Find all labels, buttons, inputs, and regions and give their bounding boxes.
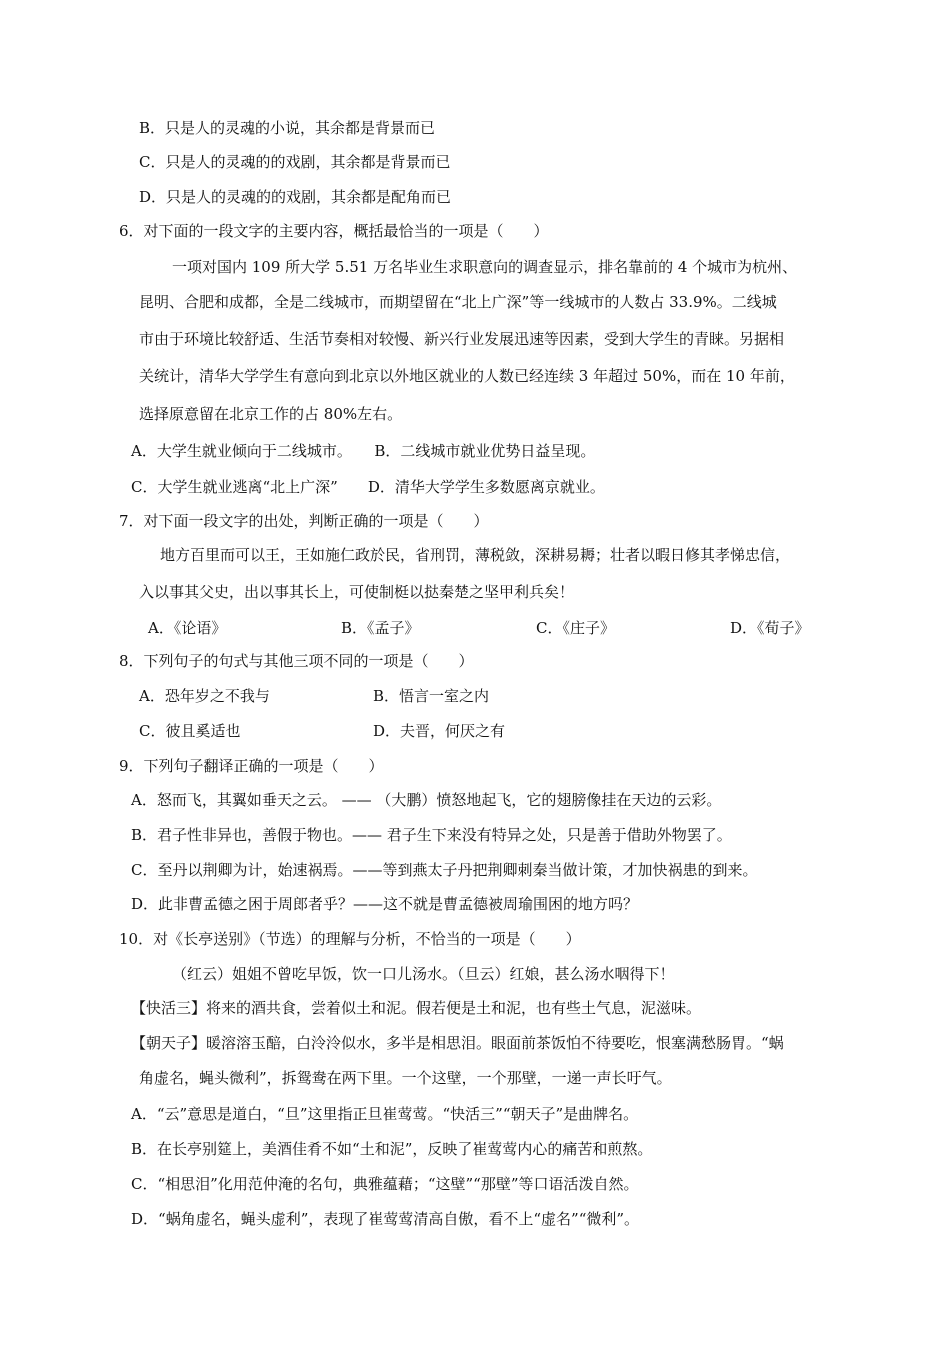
q9-option-a: A．怒而飞，其翼如垂天之云。 —— （大鹏）愤怒地起飞，它的翅膀像挂在天边的云彩。 — [131, 791, 722, 809]
q10-passage-line: 【朝天子】暖溶溶玉醅，白泠泠似水，多半是相思泪。眼面前茶饭怕不待要吃，恨塞满愁肠胃。“蜗 — [131, 1034, 784, 1052]
q8-option-c: C．彼且奚适也 — [139, 722, 241, 740]
q6-passage-line: 昆明、合肥和成都，全是二线城市，而期望留在“北上广深”等一线城市的人数占 33.9%。二线城 — [139, 293, 777, 311]
q5-option-b: B．只是人的灵魂的小说，其余都是背景而已 — [139, 119, 436, 137]
q6-stem: 6．对下面的一段文字的主要内容，概括最恰当的一项是（ ） — [119, 222, 549, 240]
q9-option-b: B．君子性非异也，善假于物也。—— 君子生下来没有特异之处，只是善于借助外物罢了。 — [131, 826, 732, 844]
q10-stem: 10．对《长亭送别》（节选）的理解与分析，不恰当的一项是（ ） — [119, 930, 581, 948]
q10-passage-line: 角虚名，蝇头微利”，拆鸳鸯在两下里。一个这壁，一个那壁，一递一声长吁气。 — [139, 1069, 672, 1087]
q7-option-d: D．《荀子》 — [730, 619, 810, 637]
q8-stem: 8．下列句子的句式与其他三项不同的一项是（ ） — [119, 652, 474, 670]
q6-passage-line: 选择原意留在北京工作的占 80%左右。 — [139, 405, 403, 423]
q7-options — [148, 618, 838, 638]
q10-option-b: B．在长亭别筵上，美酒佳肴不如“土和泥”，反映了崔莺莺内心的痛苦和煎熬。 — [131, 1140, 653, 1158]
q8-option-b: B．悟言一室之内 — [373, 687, 490, 705]
q9-option-d: D．此非曹孟德之困于周郎者乎？——这不就是曹孟德被周瑜围困的地方吗？ — [131, 895, 639, 913]
q7-option-c: C．《庄子》 — [536, 619, 615, 637]
q10-option-a: A．“云”意思是道白，“旦”这里指正旦崔莺莺。“快活三”“朝天子”是曲牌名。 — [131, 1105, 639, 1123]
q10-passage-line: 【快活三】将来的酒共食，尝着似土和泥。假若便是土和泥，也有些土气息，泥滋味。 — [131, 999, 702, 1017]
q7-option-a: A．《论语》 — [148, 619, 227, 637]
q7-passage-line: 地方百里而可以王，王如施仁政於民，省刑罚，薄税敛，深耕易耨；壮者以暇日修其孝悌忠信， — [160, 546, 791, 564]
q10-passage-line: （红云）姐姐不曾吃早饭，饮一口儿汤水。（旦云）红娘，甚么汤水咽得下！ — [172, 965, 675, 983]
q6-options-row-2: C．大学生就业逃离“北上广深” D．清华大学学生多数愿离京就业。 — [131, 478, 605, 496]
q6-passage-line: 一项对国内 109 所大学 5.51 万名毕业生求职意向的调查显示，排名靠前的 4 个城市为杭州、 — [172, 258, 798, 276]
q8-option-d: D．夫晋，何厌之有 — [373, 722, 506, 740]
q6-options-row-1: A．大学生就业倾向于二线城市。 B．二线城市就业优势日益呈现。 — [131, 442, 596, 460]
q9-option-c: C．至丹以荆卿为计，始速祸焉。——等到燕太子丹把荆卿刺秦当做计策，才加快祸患的到来。 — [131, 861, 758, 879]
q6-passage-line: 市由于环境比较舒适、生活节奏相对较慢、新兴行业发展迅速等因素，受到大学生的青睐。另据相 — [139, 330, 785, 348]
q9-stem: 9．下列句子翻译正确的一项是（ ） — [119, 757, 384, 775]
q10-option-d: D．“蜗角虚名，蝇头虚利”，表现了崔莺莺清高自傲，看不上“虚名”“微利”。 — [131, 1210, 640, 1228]
q7-passage-line: 入以事其父史，出以事其长上，可使制梃以挞秦楚之坚甲利兵矣！ — [139, 583, 575, 601]
q5-option-c: C．只是人的灵魂的的戏剧，其余都是背景而已 — [139, 153, 451, 171]
q5-option-d: D．只是人的灵魂的的戏剧，其余都是配角而已 — [139, 188, 452, 206]
q7-stem: 7．对下面一段文字的出处，判断正确的一项是（ ） — [119, 512, 489, 530]
q6-passage-line: 关统计，清华大学学生有意向到北京以外地区就业的人数已经连续 3 年超过 50%，而在 10 年前， — [139, 367, 795, 385]
q10-option-c: C．“相思泪”化用范仲淹的名句，典雅蕴藉；“这壁”“那壁”等口语活泼自然。 — [131, 1175, 639, 1193]
q8-option-a: A．恐年岁之不我与 — [139, 687, 270, 705]
q7-option-b: B．《孟子》 — [341, 619, 420, 637]
